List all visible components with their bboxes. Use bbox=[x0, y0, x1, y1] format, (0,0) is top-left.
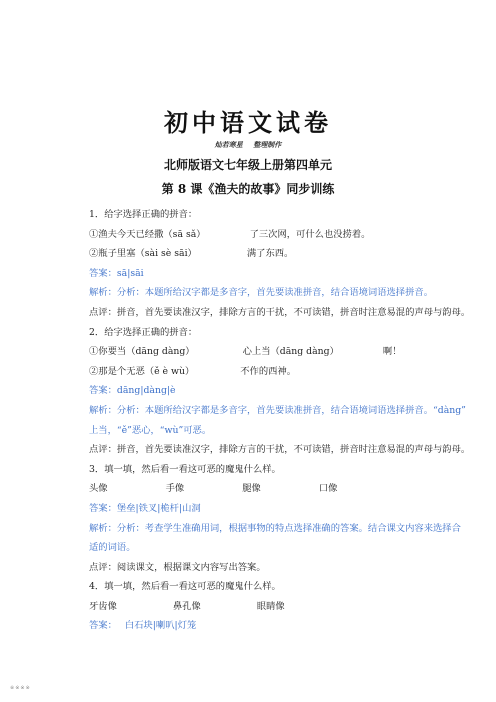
q2-analysis-cont: 上当，“ě”恶心，“wù”可恶。 bbox=[89, 424, 212, 436]
q4-stem: 4．填一填，然后看一看这可恶的魔鬼什么样。 bbox=[89, 581, 281, 593]
answer-value: 堡垒|铁叉|桅杆|山洞 bbox=[116, 502, 201, 514]
q2-comment: 点评：拼音，首先要读准汉字，排除方言的干扰，不可读错，拼音时注意易混的声母与韵母。 bbox=[89, 444, 471, 456]
compiler-note-part: 整理制作 bbox=[253, 140, 282, 149]
q1-option-1-text: ①渔夫今天已经撒（sā sǎ） bbox=[89, 228, 206, 240]
q2-option-1-text: ①你要当（dāng dàng） bbox=[89, 346, 195, 358]
q3-analysis-cont: 适的词语。 bbox=[89, 542, 136, 554]
q2-option-1-mid: 心上当（dāng dàng） bbox=[242, 346, 339, 358]
q3-stem: 3．填一填，然后看一看这可恶的魔鬼什么样。 bbox=[89, 463, 281, 475]
blank-item: 头像 bbox=[89, 483, 108, 495]
compiler-note-part: 灿若寒星 bbox=[214, 140, 243, 149]
blank-item: 眼睛像 bbox=[256, 600, 285, 612]
q2-stem: 2．给字选择正确的拼音： bbox=[89, 326, 198, 338]
q4-answer bbox=[89, 616, 459, 636]
q1-analysis bbox=[89, 283, 459, 303]
blank-item: 鼻孔像 bbox=[172, 600, 201, 612]
lesson-title: 第 8 课《渔夫的故事》同步训练 bbox=[161, 182, 335, 196]
blank-item: 牙齿像 bbox=[89, 600, 117, 612]
q1-option-1-rest: 了三次网，可什么也没捞着。 bbox=[249, 228, 371, 240]
q2-option-1 bbox=[89, 342, 459, 362]
blank-item: 口像 bbox=[318, 483, 338, 495]
answer-label: 答案： bbox=[89, 385, 117, 397]
q4-blanks bbox=[89, 597, 459, 617]
book-title: 北师版语文七年级上册第四单元 bbox=[163, 158, 332, 172]
q1-option-2-rest: 满了东西。 bbox=[246, 248, 294, 260]
q2-option-2 bbox=[89, 362, 459, 382]
q1-option-2 bbox=[89, 244, 459, 264]
q1-option-1 bbox=[89, 225, 459, 245]
q2-option-2-text: ②那是个无恶（ě è wù） bbox=[89, 365, 195, 377]
blank-item: 手像 bbox=[165, 483, 185, 495]
page-footer: ※※※※ bbox=[10, 685, 31, 691]
answer-label: 答案： bbox=[89, 502, 117, 514]
q3-comment: 点评：阅读课文，根据课文内容写出答案。 bbox=[89, 561, 266, 573]
questions bbox=[89, 205, 471, 636]
answer-label: 答案： bbox=[89, 620, 117, 632]
answer-value: 白石块|喇叭|灯笼 bbox=[124, 620, 197, 632]
q1-option-2-text: ②瓶子里塞（sài sè sāi） bbox=[89, 248, 197, 260]
q1-comment: 点评：拼音，首先要读准汉字，排除方言的干扰，不可读错，拼音时注意易混的声母与韵母。 bbox=[89, 306, 471, 318]
q2-answer bbox=[89, 381, 459, 401]
answer-value: dāng|dàng|è bbox=[116, 385, 176, 397]
q2-option-1-end: 啊！ bbox=[382, 346, 402, 358]
answer-label: 答案： bbox=[89, 267, 117, 279]
analysis-text: 解析：分析：本题所给汉字都是多音字，首先要读准拼音，结合语境词语选择拼音。 bbox=[89, 287, 433, 299]
q2-option-2-rest: 不作的西神。 bbox=[240, 365, 297, 377]
compiler-note bbox=[0, 140, 496, 150]
blank-item: 腿像 bbox=[242, 483, 261, 495]
q2-analysis: 解析：分析：本题所给汉字都是多音字，首先要读准拼音，结合语境词语选择拼音。“dàng” bbox=[89, 404, 466, 416]
exam-title: 初中语文试卷 bbox=[164, 108, 332, 137]
answer-value: sā|sāi bbox=[116, 267, 144, 279]
q1-answer bbox=[89, 264, 459, 284]
q1-stem: 1．给字选择正确的拼音： bbox=[89, 209, 198, 220]
q3-answer bbox=[89, 499, 459, 519]
q3-analysis: 解析：分析：考查学生准确用词，根据事物的特点选择准确的答案。结合课文内容来选择合 bbox=[89, 522, 461, 534]
q3-blanks bbox=[89, 479, 459, 499]
